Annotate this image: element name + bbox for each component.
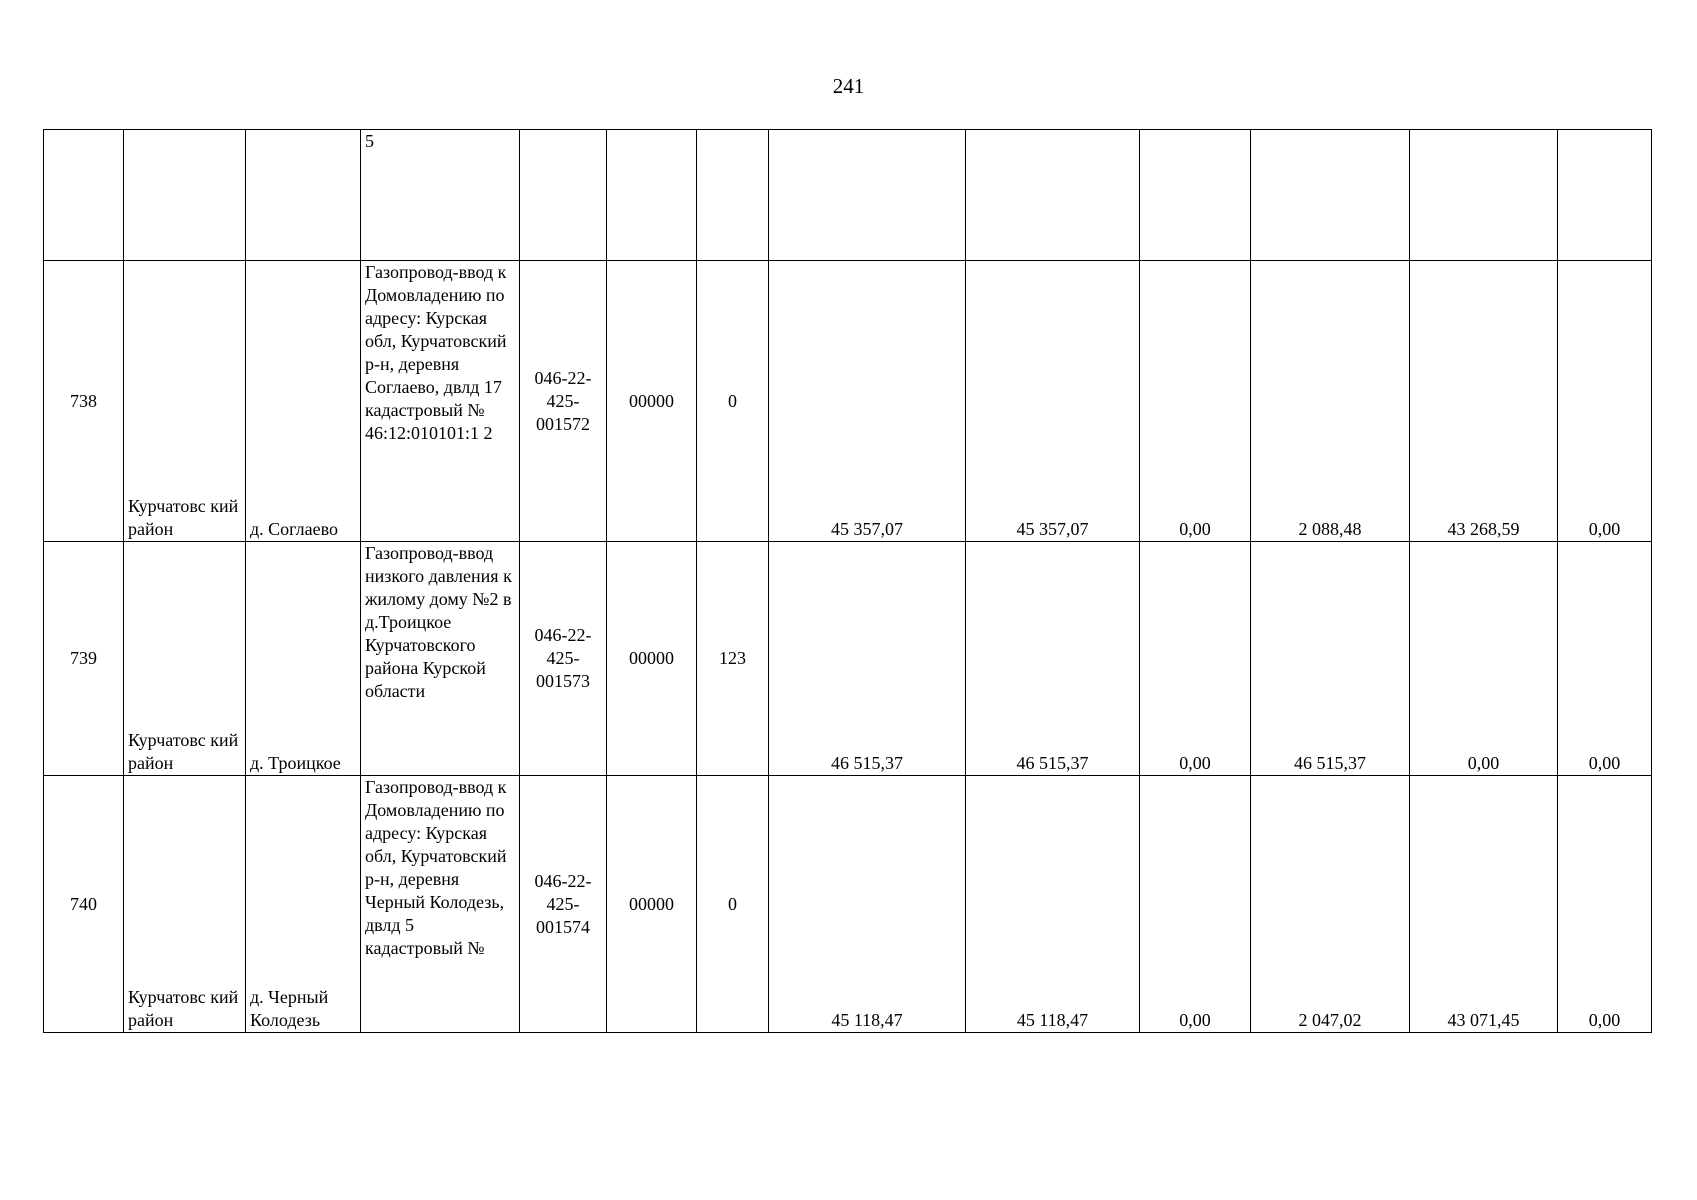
code2-cell: 00000 [607,542,697,776]
value-4: 2 047,02 [1251,776,1410,1033]
table-row [44,542,1652,776]
value-5: 43 071,45 [1410,776,1558,1033]
table-row [44,261,1652,542]
code-cell: 046-22-425-001573 [520,542,607,776]
district-cell: Курчатовс кий район [124,261,246,542]
row-number: 739 [44,542,124,776]
code2-cell: 00000 [607,776,697,1033]
district-cell: Курчатовс кий район [124,542,246,776]
description-cell: Газопровод-ввод к Домовладению по адресу: Курская обл, Курчатовский р-н, деревня Черный Колодезь, двлд 5 кадастровый № [361,776,520,1033]
value-1: 46 515,37 [769,542,966,776]
value-6: 0,00 [1558,261,1652,542]
value-6: 0,00 [1558,542,1652,776]
table-row [44,776,1652,1033]
locality-cell: д. Соглаево [246,261,361,542]
value-2: 45 357,07 [966,261,1140,542]
code-cell: 046-22-425-001574 [520,776,607,1033]
value-5: 0,00 [1410,542,1558,776]
description-cell: Газопровод-ввод низкого давления к жилому дому №2 в д.Троицкое Курчатовского района Курской области [361,542,520,776]
description-cell: Газопровод-ввод к Домовладению по адресу: Курская обл, Курчатовский р-н, деревня Соглаево, двлд 17 кадастровый № 46:12:010101:1 2 [361,261,520,542]
code2-cell: 00000 [607,261,697,542]
value-2: 46 515,37 [966,542,1140,776]
value-1: 45 118,47 [769,776,966,1033]
value-6: 0,00 [1558,776,1652,1033]
desc-tail: 5 [361,130,520,261]
value-5: 43 268,59 [1410,261,1558,542]
value-2: 45 118,47 [966,776,1140,1033]
page-number: 241 [832,74,865,98]
length-cell: 123 [697,542,769,776]
row-number: 738 [44,261,124,542]
district-cell: Курчатовс кий район [124,776,246,1033]
length-cell: 0 [697,261,769,542]
code-cell: 046-22-425-001572 [520,261,607,542]
registry-table [43,129,1652,1033]
value-3: 0,00 [1140,261,1251,542]
continuation-row [44,130,1652,261]
value-4: 46 515,37 [1251,542,1410,776]
length-cell: 0 [697,776,769,1033]
row-number: 740 [44,776,124,1033]
value-4: 2 088,48 [1251,261,1410,542]
value-3: 0,00 [1140,542,1251,776]
locality-cell: д. Черный Колодезь [246,776,361,1033]
value-1: 45 357,07 [769,261,966,542]
value-3: 0,00 [1140,776,1251,1033]
locality-cell: д. Троицкое [246,542,361,776]
